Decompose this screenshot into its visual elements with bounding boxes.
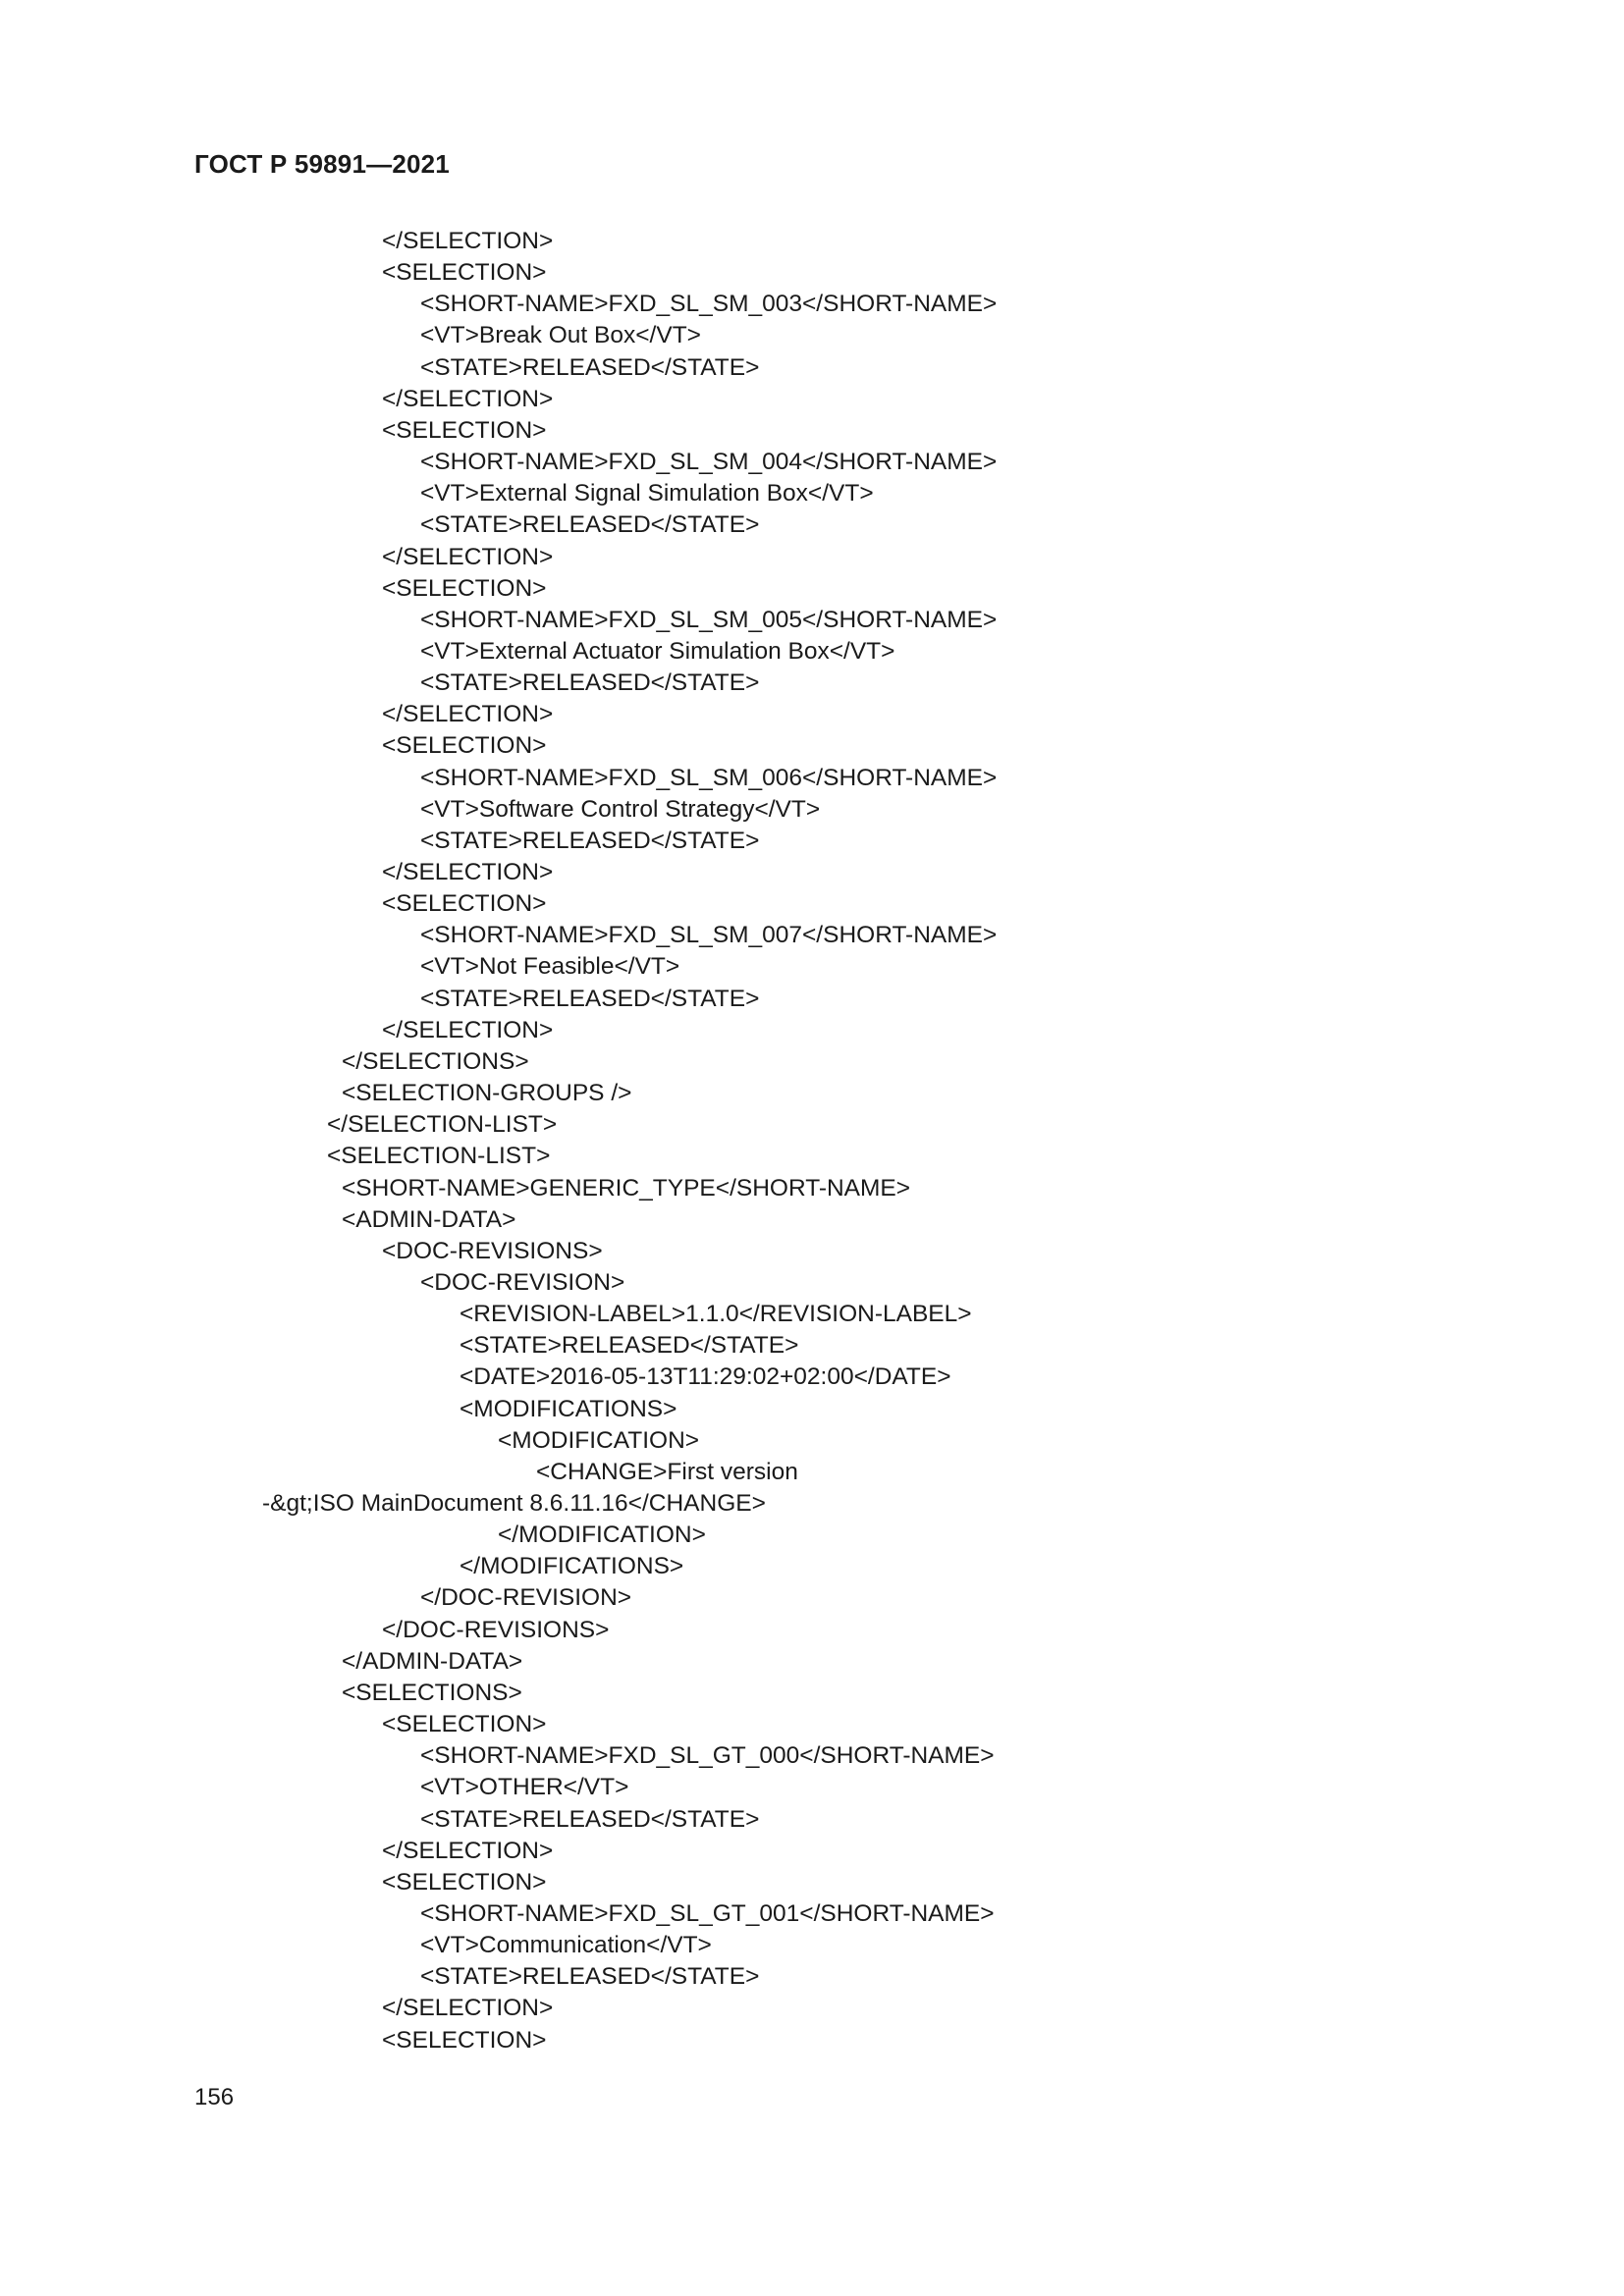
code-line: -&gt;ISO MainDocument 8.6.11.16</CHANGE> <box>262 1490 766 1517</box>
code-line: <STATE>RELEASED</STATE> <box>460 1332 799 1360</box>
code-line: <SELECTION> <box>382 1711 547 1738</box>
code-line: </SELECTION> <box>382 859 554 885</box>
code-line: <SELECTION> <box>382 732 547 760</box>
code-line: <STATE>RELEASED</STATE> <box>420 353 760 381</box>
code-line: <SELECTION> <box>382 259 547 287</box>
code-line: <DOC-REVISION> <box>420 1268 625 1296</box>
code-line: <CHANGE>First version <box>536 1458 798 1485</box>
code-line: <SHORT-NAME>FXD_SL_SM_004</SHORT-NAME> <box>420 449 998 476</box>
code-line: <SELECTION> <box>382 416 547 444</box>
code-line: <VT>OTHER</VT> <box>420 1774 629 1801</box>
code-line: <VT>Break Out Box</VT> <box>420 322 701 349</box>
code-line: </SELECTION> <box>382 701 554 728</box>
code-line: <SHORT-NAME>FXD_SL_GT_001</SHORT-NAME> <box>420 1899 995 1927</box>
code-line: </DOC-REVISIONS> <box>382 1616 610 1643</box>
code-line: </SELECTION> <box>382 228 554 254</box>
code-line: <MODIFICATIONS> <box>460 1395 677 1422</box>
code-line: <SELECTION> <box>382 574 547 602</box>
code-line: <VT>Not Feasible</VT> <box>420 953 680 981</box>
code-line: </SELECTION> <box>382 1016 554 1043</box>
code-line: </ADMIN-DATA> <box>342 1647 523 1675</box>
code-line: <SELECTION> <box>382 1868 547 1896</box>
code-line: <STATE>RELEASED</STATE> <box>420 511 760 539</box>
code-line: <VT>Software Control Strategy</VT> <box>420 795 821 823</box>
code-line: </SELECTIONS> <box>342 1047 529 1075</box>
code-line: <STATE>RELEASED</STATE> <box>420 1963 760 1991</box>
code-line: </MODIFICATION> <box>498 1522 706 1549</box>
code-line: <SHORT-NAME>FXD_SL_SM_007</SHORT-NAME> <box>420 922 998 949</box>
code-line: <STATE>RELEASED</STATE> <box>420 827 760 854</box>
code-line: </SELECTION-LIST> <box>327 1111 558 1139</box>
code-line: </DOC-REVISION> <box>420 1584 632 1612</box>
code-line: <SHORT-NAME>FXD_SL_GT_000</SHORT-NAME> <box>420 1742 995 1770</box>
code-line: <VT>Communication</VT> <box>420 1932 712 1959</box>
code-line: <SELECTION> <box>382 2026 547 2054</box>
code-line: <SELECTION-LIST> <box>327 1143 551 1170</box>
code-line: <STATE>RELEASED</STATE> <box>420 669 760 697</box>
code-line: <DOC-REVISIONS> <box>382 1237 603 1264</box>
code-line: </MODIFICATIONS> <box>460 1553 684 1580</box>
code-line: </SELECTION> <box>382 385 554 412</box>
code-line: </SELECTION> <box>382 1837 554 1864</box>
code-line: <STATE>RELEASED</STATE> <box>420 1805 760 1833</box>
code-line: <SELECTIONS> <box>342 1679 522 1706</box>
code-line: <DATE>2016-05-13T11:29:02+02:00</DATE> <box>460 1363 951 1391</box>
page-number: 156 <box>194 2084 235 2110</box>
code-line: <SELECTION-GROUPS /> <box>342 1080 632 1107</box>
code-line: <VT>External Signal Simulation Box</VT> <box>420 480 874 507</box>
code-line: </SELECTION> <box>382 1995 554 2022</box>
code-line: <ADMIN-DATA> <box>342 1205 516 1233</box>
code-line: </SELECTION> <box>382 543 554 570</box>
code-line: <SHORT-NAME>GENERIC_TYPE</SHORT-NAME> <box>342 1174 911 1201</box>
document-header: ГОСТ Р 59891—2021 <box>194 149 450 179</box>
code-line: <SELECTION> <box>382 890 547 918</box>
code-line: <VT>External Actuator Simulation Box</VT> <box>420 637 895 665</box>
code-line: <SHORT-NAME>FXD_SL_SM_003</SHORT-NAME> <box>420 291 998 318</box>
code-line: <SHORT-NAME>FXD_SL_SM_005</SHORT-NAME> <box>420 606 998 633</box>
code-line: <MODIFICATION> <box>498 1426 700 1454</box>
code-line: <REVISION-LABEL>1.1.0</REVISION-LABEL> <box>460 1301 972 1328</box>
code-line: <STATE>RELEASED</STATE> <box>420 985 760 1012</box>
code-line: <SHORT-NAME>FXD_SL_SM_006</SHORT-NAME> <box>420 764 998 791</box>
